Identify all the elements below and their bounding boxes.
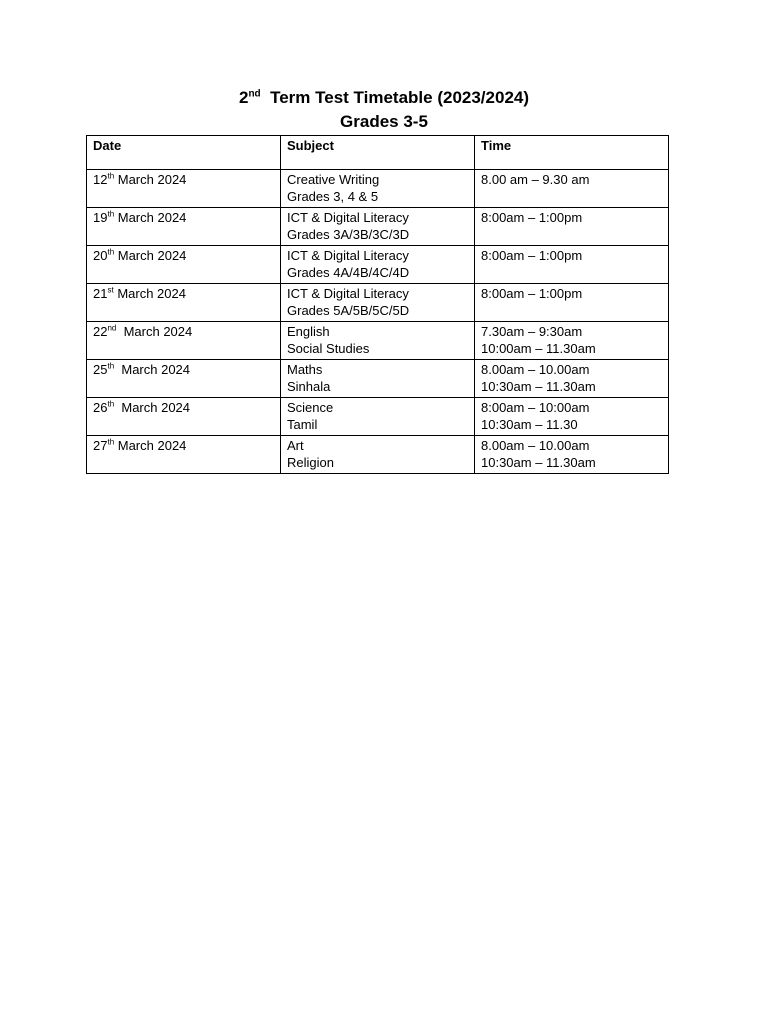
date-cell (87, 436, 281, 474)
subject-line: English (287, 324, 330, 339)
timetable-table (86, 135, 669, 474)
page-title (0, 86, 768, 110)
subject-line: Art (287, 438, 304, 453)
subject-line: Religion (287, 455, 334, 470)
subject-line: ICT & Digital Literacy (287, 286, 409, 301)
table-row (87, 322, 669, 360)
time-cell (475, 246, 669, 284)
time-line: 8.00am – 10.00am (481, 438, 590, 453)
subject-line: Science (287, 400, 334, 415)
title-number: 2 (238, 88, 249, 107)
date-cell (87, 246, 281, 284)
subject-line: Sinhala (287, 379, 331, 394)
date-cell (87, 360, 281, 398)
subject-line: Grades 4A/4B/4C/4D (287, 265, 410, 280)
table-row (87, 360, 669, 398)
table-row (87, 246, 669, 284)
time-line: 10:30am – 11.30am (481, 379, 596, 394)
time-line: 8.00am – 10.00am (481, 362, 590, 377)
date-ordinal-suffix: st (107, 285, 114, 295)
subject-line: ICT & Digital Literacy (287, 248, 409, 263)
subject-cell (281, 284, 475, 322)
subject-cell (281, 360, 475, 398)
subject-line: Grades 3A/3B/3C/3D (287, 227, 410, 242)
time-line: 8.00 am – 9.30 am (481, 172, 590, 187)
title-ordinal-suffix: nd (248, 88, 261, 100)
header-subject: Subject (281, 136, 475, 170)
date-month-year: March 2024 (114, 210, 187, 225)
time-cell (475, 360, 669, 398)
time-cell (475, 284, 669, 322)
date-ordinal-suffix: th (107, 171, 115, 181)
date-ordinal-suffix: th (107, 437, 115, 447)
date-day: 21 (93, 286, 108, 301)
date-day: 22 (93, 324, 108, 339)
date-day: 12 (93, 172, 108, 187)
date-month-year: March 2024 (116, 324, 193, 339)
date-ordinal-suffix: th (107, 399, 115, 409)
date-cell (87, 284, 281, 322)
time-line: 8:00am – 1:00pm (481, 248, 583, 263)
table-row (87, 284, 669, 322)
subject-line: Social Studies (287, 341, 370, 356)
date-month-year: March 2024 (114, 172, 187, 187)
date-ordinal-suffix: th (107, 247, 115, 257)
subject-line: Tamil (287, 417, 318, 432)
time-cell (475, 170, 669, 208)
subject-cell (281, 170, 475, 208)
date-cell (87, 322, 281, 360)
time-line: 10:30am – 11.30am (481, 455, 596, 470)
table-header-row (87, 136, 669, 170)
subject-cell (281, 208, 475, 246)
date-month-year: March 2024 (114, 438, 187, 453)
date-month-year: March 2024 (114, 362, 191, 377)
subject-cell (281, 322, 475, 360)
title-block (0, 86, 768, 134)
date-day: 19 (93, 210, 108, 225)
date-ordinal-suffix: th (107, 209, 115, 219)
date-cell (87, 170, 281, 208)
time-line: 10:30am – 11.30 (481, 417, 578, 432)
time-line: 10:00am – 11.30am (481, 341, 596, 356)
date-ordinal-suffix: nd (107, 323, 117, 333)
subject-cell (281, 246, 475, 284)
date-day: 25 (93, 362, 108, 377)
title-text: Term Test Timetable (2023/2024) (270, 88, 530, 107)
header-date: Date (87, 136, 281, 170)
time-cell (475, 398, 669, 436)
subject-line: Grades 3, 4 & 5 (287, 189, 379, 204)
date-month-year: March 2024 (114, 248, 187, 263)
time-line: 8:00am – 1:00pm (481, 210, 583, 225)
subject-line: Maths (287, 362, 323, 377)
subject-cell (281, 436, 475, 474)
page-subtitle: Grades 3-5 (340, 112, 428, 131)
time-line: 7.30am – 9:30am (481, 324, 583, 339)
subject-line: ICT & Digital Literacy (287, 210, 409, 225)
date-month-year: March 2024 (114, 400, 191, 415)
date-day: 20 (93, 248, 108, 263)
time-cell (475, 208, 669, 246)
subject-line: Grades 5A/5B/5C/5D (287, 303, 410, 318)
table-row (87, 436, 669, 474)
table-row (87, 208, 669, 246)
date-ordinal-suffix: th (107, 361, 115, 371)
time-line: 8:00am – 1:00pm (481, 286, 583, 301)
date-day: 27 (93, 438, 108, 453)
subject-line: Creative Writing (287, 172, 380, 187)
table-row (87, 170, 669, 208)
subject-cell (281, 398, 475, 436)
table-row (87, 398, 669, 436)
date-day: 26 (93, 400, 108, 415)
header-time: Time (475, 136, 669, 170)
time-line: 8:00am – 10:00am (481, 400, 590, 415)
date-cell (87, 208, 281, 246)
date-month-year: March 2024 (113, 286, 186, 301)
time-cell (475, 436, 669, 474)
time-cell (475, 322, 669, 360)
date-cell (87, 398, 281, 436)
